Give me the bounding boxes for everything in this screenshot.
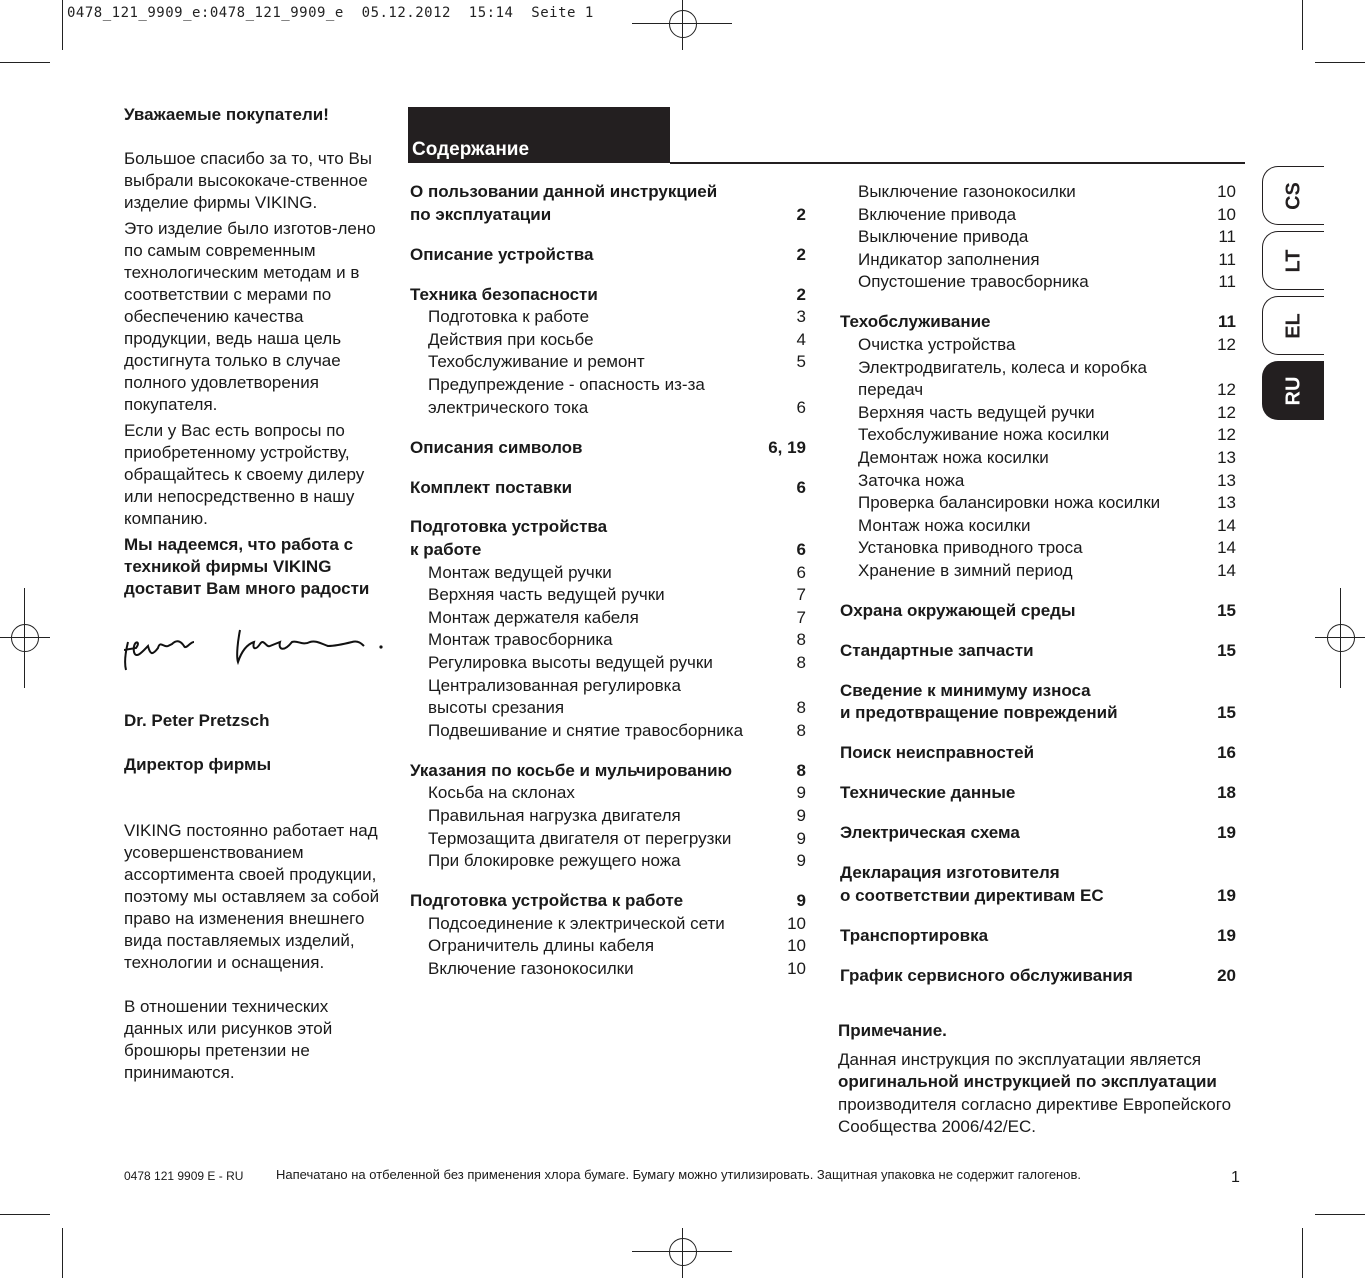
notice-paragraph: VIKING постоянно работает над усовершенствованием ассортимента своей продукции, поэтому мы оставляем за собой право на изменения внешнего вида поставляемых изделий, технологии и оснащения. [124, 821, 380, 972]
toc-entry-line [840, 311, 1236, 334]
toc-entry-line [410, 284, 806, 307]
toc-entry-title: Выключение привода [858, 227, 1029, 247]
toc-page-number [798, 374, 806, 397]
toc-page-number: 13 [1217, 447, 1236, 467]
toc-subsection[interactable] [410, 913, 806, 936]
toc-entry-line [428, 675, 806, 698]
toc-entry-title: Индикатор заполнения [858, 249, 1040, 269]
toc-entry-title: к работе [410, 540, 482, 560]
toc-section[interactable] [410, 181, 806, 226]
toc-page-number: 12 [1217, 402, 1236, 422]
toc-entry-line [428, 397, 806, 420]
toc-entry-line [840, 640, 1236, 663]
toc-subsection[interactable] [410, 935, 806, 958]
toc-entry-line [858, 515, 1236, 538]
toc-entry-line [428, 374, 806, 397]
toc-page-number: 11 [1218, 249, 1236, 269]
crop-mark [0, 1214, 50, 1215]
crop-mark [1302, 0, 1303, 50]
toc-entry-title: Сведение к минимуму износа [840, 680, 1091, 700]
toc-page-number: 6 [796, 540, 806, 560]
toc-page-number: 14 [1217, 515, 1236, 535]
toc-entry-line [428, 306, 806, 329]
toc-page-number: 13 [1217, 470, 1236, 490]
toc-page-number: 5 [796, 352, 806, 372]
toc-entry-line [840, 885, 1236, 908]
toc-entry-title: Электродвигатель, колеса и коробка [858, 357, 1148, 377]
toc-entry-line [410, 516, 806, 539]
toc-entry-line [840, 965, 1236, 988]
toc-subsection[interactable] [840, 181, 1236, 204]
toc-subsection[interactable] [410, 782, 806, 805]
toc-page-number: 12 [1217, 334, 1236, 354]
signature-image [124, 620, 386, 680]
toc-entry-title: Включение газонокосилки [428, 958, 634, 978]
signer-name: Dr. Peter Pretzsch [124, 711, 270, 730]
crop-mark [1302, 1228, 1303, 1278]
toc-subsection[interactable] [410, 329, 806, 352]
toc-subsection[interactable] [410, 805, 806, 828]
closing-statement: Мы надеемся, что работа с техникой фирмы VIKING доставит Вам много радости [124, 535, 370, 598]
toc-page-number: 15 [1217, 703, 1236, 723]
toc-section[interactable] [410, 890, 806, 913]
toc-subsection[interactable] [410, 374, 806, 419]
toc-entry-line [428, 697, 806, 720]
toc-subsection[interactable] [840, 357, 1236, 402]
toc-page-number: 9 [796, 783, 806, 803]
toc-page-number: 10 [1217, 204, 1236, 224]
toc-entry-line [858, 181, 1236, 204]
toc-page-number: 8 [796, 653, 806, 673]
toc-entry-title: и предотвращение повреждений [840, 703, 1118, 723]
toc-entry-title: Указания по косьбе и мульчированию [410, 760, 733, 780]
toc-subsection[interactable] [410, 850, 806, 873]
toc-entry-title: Комплект поставки [410, 477, 573, 497]
toc-entry-title: Поиск неисправностей [840, 743, 1035, 763]
toc-section[interactable] [840, 680, 1236, 725]
toc-page-number [1228, 862, 1236, 885]
toc-entry-line [858, 424, 1236, 447]
notice-paragraph: В отношении технических данных или рисунков этой брошюры претензии не принимаются. [124, 997, 333, 1082]
toc-entry-title: Техобслуживание ножа косилки [858, 425, 1110, 445]
toc-entry-line [410, 760, 806, 783]
toc-entry-title: Хранение в зимний период [858, 560, 1073, 580]
toc-subsection[interactable] [840, 470, 1236, 493]
toc-section[interactable] [840, 965, 1236, 988]
toc-page-number [798, 181, 806, 204]
toc-entry-line [428, 351, 806, 374]
toc-page-number: 11 [1218, 312, 1236, 332]
toc-entry-line [858, 447, 1236, 470]
toc-entry-title: Электрическая схема [840, 823, 1020, 843]
toc-entry-line [840, 742, 1236, 765]
toc-entry-title: Централизованная регулировка [428, 675, 681, 695]
toc-page-number: 19 [1217, 925, 1236, 945]
toc-page-number: 19 [1217, 823, 1236, 843]
note-title: Примечание. [838, 1021, 947, 1040]
toc-section[interactable] [410, 244, 806, 267]
toc-entry-line [858, 402, 1236, 425]
toc-entry-line [840, 925, 1236, 948]
toc-column-1 [410, 181, 806, 981]
tab-lt[interactable]: LT [1262, 231, 1324, 290]
toc-entry-title: Демонтаж ножа косилки [858, 447, 1049, 467]
toc-entry-line [428, 958, 806, 981]
toc-entry-title: Включение привода [858, 204, 1017, 224]
toc-page-number: 2 [796, 284, 806, 304]
toc-page-number: 9 [796, 891, 806, 911]
toc-entry-line [840, 600, 1236, 623]
intro-paragraph: Это изделие было изготов-лено по самым современным технологическим методам и в соответствии с мерами по обеспечению качества продукции, ведь наша цель достигнута только в случае полного удовлетворения покупателя. [124, 219, 376, 414]
footer-note: Напечатано на отбеленной без применения хлора бумаге. Бумагу можно утилизировать. Защитная упаковка не содержит галогенов. [276, 1167, 1081, 1182]
toc-subsection[interactable] [840, 447, 1236, 470]
toc-subsection[interactable] [840, 271, 1236, 294]
toc-page-number: 2 [796, 244, 806, 264]
toc-subsection[interactable] [840, 402, 1236, 425]
toc-page-number: 11 [1218, 227, 1236, 247]
toc-page-number: 8 [796, 630, 806, 650]
toc-page-number: 10 [787, 936, 806, 956]
toc-subsection[interactable] [840, 515, 1236, 538]
toc-section[interactable] [840, 822, 1236, 845]
greeting: Уважаемые покупатели! [124, 105, 329, 124]
toc-entry-line [858, 379, 1236, 402]
toc-page-number: 6, 19 [768, 437, 806, 457]
toc-page-number: 14 [1217, 538, 1236, 558]
toc-page-number: 10 [1217, 182, 1236, 201]
crop-mark [1315, 1214, 1365, 1215]
toc-entry-title: Декларация изготовителя [840, 863, 1060, 883]
toc-entry-line [428, 329, 806, 352]
toc-subsection[interactable] [840, 334, 1236, 357]
page-number: 1 [1231, 1169, 1240, 1186]
toc-page-number: 10 [787, 958, 806, 978]
toc-entry-title: Опустошение травосборника [858, 272, 1089, 292]
toc-entry-title: Технические данные [840, 783, 1016, 803]
toc-entry-title: Очистка устройства [858, 334, 1016, 354]
toc-subsection[interactable] [410, 584, 806, 607]
toc-section[interactable] [410, 516, 806, 561]
toc-subsection[interactable] [410, 652, 806, 675]
toc-column-2 [840, 181, 1236, 988]
toc-page-number [1228, 357, 1236, 380]
toc-entry-line [840, 822, 1236, 845]
toc-page-number: 3 [796, 307, 806, 327]
toc-page-number: 10 [787, 913, 806, 933]
toc-subsection[interactable] [410, 607, 806, 630]
toc-subsection[interactable] [840, 537, 1236, 560]
toc-entry-title: График сервисного обслуживания [840, 965, 1133, 985]
toc-subsection[interactable] [840, 249, 1236, 272]
toc-entry-line [410, 477, 806, 500]
toc-subsection[interactable] [410, 351, 806, 374]
toc-page-number: 12 [1217, 425, 1236, 445]
print-header: 0478_121_9909_e:0478_121_9909_e 05.12.2012 15:14 Seite 1 [67, 5, 594, 21]
toc-section[interactable] [410, 760, 806, 783]
toc-entry-line [428, 652, 806, 675]
toc-entry-line [858, 226, 1236, 249]
toc-page-number [1228, 680, 1236, 703]
toc-entry-title: Верхняя часть ведущей ручки [428, 585, 665, 605]
tab-cs[interactable]: CS [1262, 166, 1324, 225]
toc-entry-title: высоты срезания [428, 698, 565, 718]
toc-entry-line [858, 357, 1236, 380]
toc-entry-title: Верхняя часть ведущей ручки [858, 402, 1095, 422]
toc-section[interactable] [410, 437, 806, 460]
toc-entry-title: Действия при косьбе [428, 329, 594, 349]
toc-section[interactable] [410, 284, 806, 307]
crop-mark [0, 62, 50, 63]
toc-entry-line [840, 862, 1236, 885]
toc-entry-line [428, 935, 806, 958]
toc-divider [670, 162, 1245, 164]
toc-entry-title: Монтаж ножа косилки [858, 515, 1031, 535]
toc-page-number: 12 [1217, 380, 1236, 400]
toc-entry-title: передач [858, 380, 924, 400]
tab-ru[interactable]: RU [1262, 361, 1324, 420]
toc-entry-line [858, 334, 1236, 357]
toc-entry-title: Подсоединение к электрической сети [428, 913, 725, 933]
toc-subsection[interactable] [410, 828, 806, 851]
toc-entry-title: Монтаж держателя кабеля [428, 607, 639, 627]
toc-subsection[interactable] [840, 560, 1236, 583]
toc-entry-title: Подготовка устройства к работе [410, 891, 684, 911]
toc-entry-line [858, 537, 1236, 560]
toc-entry-title: Подготовка устройства [410, 517, 608, 537]
toc-entry-title: Техобслуживание [840, 312, 991, 332]
crop-mark [62, 1228, 63, 1278]
toc-subsection[interactable] [410, 675, 806, 720]
toc-entry-title: о соответствии директивам ЕС [840, 885, 1104, 905]
toc-subsection[interactable] [410, 629, 806, 652]
toc-page-number: 19 [1217, 885, 1236, 905]
toc-entry-title: Ограничитель длины кабеля [428, 936, 655, 956]
toc-entry-line [428, 720, 806, 743]
toc-page-number [798, 675, 806, 698]
toc-entry-line [428, 913, 806, 936]
toc-page-number: 9 [796, 828, 806, 848]
toc-entry-line [858, 492, 1236, 515]
toc-entry-title: Охрана окружающей среды [840, 600, 1076, 620]
toc-page-number: 6 [796, 397, 806, 417]
toc-subsection[interactable] [410, 720, 806, 743]
toc-entry-line [428, 805, 806, 828]
toc-page-number: 7 [796, 607, 806, 627]
toc-page-number: 20 [1217, 965, 1236, 985]
toc-entry-title: Выключение газонокосилки [858, 182, 1076, 201]
toc-page-number: 13 [1217, 493, 1236, 513]
toc-entry-line [428, 828, 806, 851]
toc-entry-title: Техобслуживание и ремонт [428, 352, 645, 372]
toc-entry-title: Монтаж ведущей ручки [428, 562, 612, 582]
note-text: Данная инструкция по эксплуатации является оригинальной инструкцией по эксплуатации производителя согласно директиве Европейского Сообщества 2006/42/EC. [838, 1049, 1232, 1137]
toc-entry-title: Подвешивание и снятие травосборника [428, 720, 744, 740]
toc-entry-title: Правильная нагрузка двигателя [428, 806, 681, 825]
toc-subsection[interactable] [840, 424, 1236, 447]
document-code: 0478 121 9909 E - RU [124, 1169, 244, 1183]
toc-entry-line [428, 782, 806, 805]
crop-mark [1315, 62, 1365, 63]
toc-entry-line [410, 244, 806, 267]
toc-entry-line [428, 562, 806, 585]
toc-entry-title: Транспортировка [840, 925, 989, 945]
toc-page-number: 8 [796, 698, 806, 718]
toc-page-number: 15 [1217, 600, 1236, 620]
toc-entry-line [410, 181, 806, 204]
toc-header [408, 107, 670, 163]
toc-entry-title: Установка приводного троса [858, 538, 1083, 558]
toc-entry-line [858, 470, 1236, 493]
toc-page-number: 16 [1217, 743, 1236, 763]
toc-entry-line [428, 629, 806, 652]
toc-page-number: 6 [796, 562, 806, 582]
toc-entry-title: Монтаж травосборника [428, 630, 613, 650]
toc-section[interactable] [840, 742, 1236, 765]
toc-section[interactable] [410, 477, 806, 500]
toc-entry-title: О пользовании данной инструкцией [410, 182, 718, 201]
toc-entry-title: Техника безопасности [410, 284, 598, 304]
toc-page-number: 8 [796, 760, 806, 780]
toc-entry-title: электрического тока [428, 397, 589, 417]
toc-page-number: 9 [796, 806, 806, 825]
toc-page-number: 7 [796, 585, 806, 605]
toc-title: Содержание [412, 139, 530, 160]
toc-section[interactable] [840, 862, 1236, 907]
intro-paragraph: Большое спасибо за то, что Вы выбрали высококаче-ственное изделие фирмы VIKING. [124, 149, 373, 212]
toc-entry-line [840, 702, 1236, 725]
toc-entry-line [858, 249, 1236, 272]
toc-page-number: 14 [1217, 560, 1236, 580]
toc-entry-title: Заточка ножа [858, 470, 965, 490]
toc-entry-line [410, 539, 806, 562]
toc-page-number: 11 [1218, 272, 1236, 292]
intro-column [124, 104, 386, 1084]
toc-entry-title: Предупреждение - опасность из-за [428, 374, 705, 394]
toc-entry-title: по эксплуатации [410, 204, 552, 224]
toc-subsection[interactable] [410, 958, 806, 981]
toc-subsection[interactable] [840, 204, 1236, 227]
toc-entry-line [858, 271, 1236, 294]
toc-section[interactable] [840, 782, 1236, 805]
toc-page-number: 18 [1217, 783, 1236, 803]
toc-subsection[interactable] [410, 562, 806, 585]
toc-entry-line [410, 204, 806, 227]
toc-page-number: 2 [796, 204, 806, 224]
toc-section[interactable] [840, 925, 1236, 948]
toc-subsection[interactable] [840, 492, 1236, 515]
toc-entry-line [428, 584, 806, 607]
toc-entry-title: Термозащита двигателя от перегрузки [428, 828, 732, 848]
toc-page-number: 9 [796, 851, 806, 871]
toc-entry-title: При блокировке режущего ножа [428, 851, 681, 871]
toc-section[interactable] [840, 311, 1236, 334]
toc-entry-line [858, 560, 1236, 583]
toc-subsection[interactable] [840, 226, 1236, 249]
toc-entry-line [858, 204, 1236, 227]
toc-entry-line [428, 607, 806, 630]
note-block [838, 1020, 1238, 1139]
toc-page-number: 6 [796, 477, 806, 497]
toc-entry-line [410, 437, 806, 460]
toc-entry-title: Регулировка высоты ведущей ручки [428, 653, 713, 673]
toc-entry-title: Стандартные запчасти [840, 640, 1034, 660]
toc-entry-line [428, 850, 806, 873]
crop-mark [62, 0, 63, 50]
toc-entry-line [410, 890, 806, 913]
toc-page-number: 15 [1217, 640, 1236, 660]
toc-page-number [798, 516, 806, 539]
signer-title: Директор фирмы [124, 755, 272, 774]
toc-entry-title: Косьба на склонах [428, 783, 575, 803]
toc-page-number: 8 [796, 720, 806, 740]
toc-page-number: 4 [796, 329, 806, 349]
toc-entry-line [840, 782, 1236, 805]
intro-paragraph: Если у Вас есть вопросы по приобретенному устройству, обращайтесь к своему дилеру или непосредственно в нашу компанию. [124, 421, 365, 528]
toc-entry-title: Описание устройства [410, 244, 594, 264]
toc-entry-title: Проверка балансировки ножа косилки [858, 493, 1161, 513]
toc-entry-line [840, 680, 1236, 703]
toc-entry-title: Описания символов [410, 437, 583, 457]
toc-subsection[interactable] [410, 306, 806, 329]
toc-entry-title: Подготовка к работе [428, 307, 590, 327]
tab-el[interactable]: EL [1262, 296, 1324, 355]
toc-section[interactable] [840, 640, 1236, 663]
toc-section[interactable] [840, 600, 1236, 623]
